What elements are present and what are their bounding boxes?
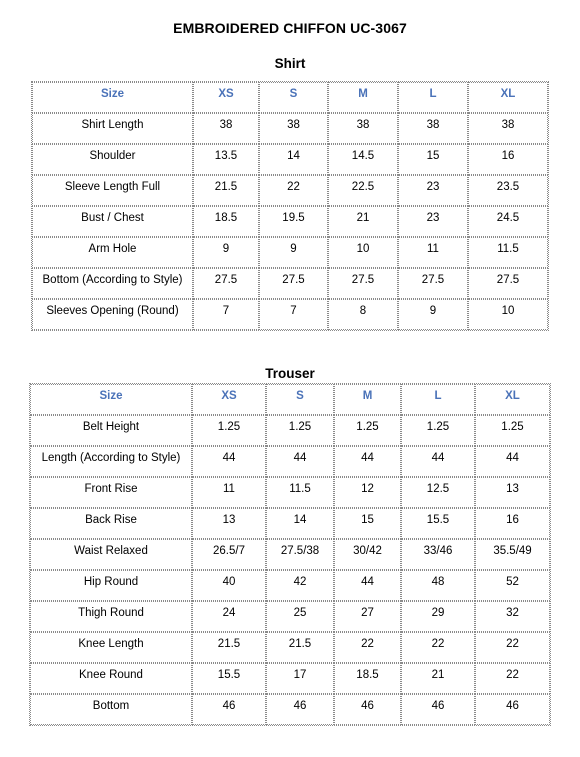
- measurement-label: Thigh Round: [30, 601, 192, 632]
- measurement-value: 21: [328, 206, 398, 237]
- measurement-label: Hip Round: [30, 570, 192, 601]
- trouser-heading: Trouser: [265, 366, 315, 381]
- measurement-value: 12: [334, 477, 401, 508]
- measurement-label: Sleeves Opening (Round): [32, 299, 193, 330]
- measurement-value: 48: [401, 570, 475, 601]
- measurement-value: 42: [266, 570, 334, 601]
- measurement-value: 24: [192, 601, 266, 632]
- measurement-value: 24.5: [468, 206, 548, 237]
- measurement-value: 22.5: [328, 175, 398, 206]
- size-header-cell: M: [328, 82, 398, 113]
- measurement-value: 13.5: [193, 144, 259, 175]
- measurement-value: 46: [475, 694, 550, 725]
- measurement-value: 16: [475, 508, 550, 539]
- measurement-value: 9: [193, 237, 259, 268]
- measurement-value: 33/46: [401, 539, 475, 570]
- measurement-value: 21: [401, 663, 475, 694]
- measurement-value: 11.5: [266, 477, 334, 508]
- measurement-value: 44: [266, 446, 334, 477]
- measurement-value: 46: [334, 694, 401, 725]
- measurement-value: 22: [475, 632, 550, 663]
- measurement-value: 32: [475, 601, 550, 632]
- size-header-cell: XS: [193, 82, 259, 113]
- measurement-value: 29: [401, 601, 475, 632]
- measurement-value: 22: [259, 175, 328, 206]
- measurement-value: 23: [398, 175, 468, 206]
- size-column-header: Size: [32, 82, 193, 113]
- measurement-value: 10: [328, 237, 398, 268]
- measurement-value: 27.5: [468, 268, 548, 299]
- table-row: [30, 694, 550, 725]
- measurement-value: 15.5: [192, 663, 266, 694]
- measurement-value: 38: [193, 113, 259, 144]
- measurement-value: 44: [401, 446, 475, 477]
- table-row: [32, 144, 548, 175]
- measurement-value: 7: [259, 299, 328, 330]
- table-row: [30, 477, 550, 508]
- table-row: [32, 175, 548, 206]
- measurement-value: 22: [401, 632, 475, 663]
- measurement-value: 1.25: [334, 415, 401, 446]
- table-row: [30, 415, 550, 446]
- measurement-value: 30/42: [334, 539, 401, 570]
- measurement-value: 52: [475, 570, 550, 601]
- measurement-value: 8: [328, 299, 398, 330]
- shirt-size-table: [31, 81, 549, 331]
- measurement-label: Belt Height: [30, 415, 192, 446]
- measurement-label: Bust / Chest: [32, 206, 193, 237]
- size-header-cell: XL: [475, 384, 550, 415]
- measurement-value: 15.5: [401, 508, 475, 539]
- table-row: [30, 539, 550, 570]
- measurement-value: 7: [193, 299, 259, 330]
- measurement-value: 38: [328, 113, 398, 144]
- measurement-value: 1.25: [266, 415, 334, 446]
- measurement-value: 14: [266, 508, 334, 539]
- table-row: [32, 268, 548, 299]
- measurement-label: Sleeve Length Full: [32, 175, 193, 206]
- measurement-value: 15: [334, 508, 401, 539]
- shirt-heading: Shirt: [274, 56, 306, 71]
- measurement-value: 38: [259, 113, 328, 144]
- measurement-value: 44: [192, 446, 266, 477]
- table-row: [30, 601, 550, 632]
- measurement-value: 38: [398, 113, 468, 144]
- trouser-size-table: [29, 383, 551, 726]
- size-header-cell: L: [401, 384, 475, 415]
- measurement-value: 12.5: [401, 477, 475, 508]
- measurement-value: 13: [475, 477, 550, 508]
- table-row: [30, 446, 550, 477]
- measurement-value: 27.5: [193, 268, 259, 299]
- size-header-cell: XS: [192, 384, 266, 415]
- measurement-value: 21.5: [266, 632, 334, 663]
- measurement-value: 9: [259, 237, 328, 268]
- size-header-cell: M: [334, 384, 401, 415]
- measurement-value: 44: [334, 446, 401, 477]
- measurement-value: 27: [334, 601, 401, 632]
- measurement-value: 22: [334, 632, 401, 663]
- measurement-value: 26.5/7: [192, 539, 266, 570]
- measurement-value: 10: [468, 299, 548, 330]
- measurement-value: 18.5: [334, 663, 401, 694]
- measurement-value: 46: [401, 694, 475, 725]
- measurement-value: 46: [266, 694, 334, 725]
- measurement-value: 27.5/38: [266, 539, 334, 570]
- measurement-label: Bottom (According to Style): [32, 268, 193, 299]
- measurement-label: Shoulder: [32, 144, 193, 175]
- table-row: [32, 206, 548, 237]
- measurement-value: 16: [468, 144, 548, 175]
- measurement-value: 46: [192, 694, 266, 725]
- measurement-label: Length (According to Style): [30, 446, 192, 477]
- measurement-value: 35.5/49: [475, 539, 550, 570]
- measurement-label: Knee Length: [30, 632, 192, 663]
- measurement-value: 11: [192, 477, 266, 508]
- measurement-value: 11.5: [468, 237, 548, 268]
- measurement-value: 9: [398, 299, 468, 330]
- measurement-value: 27.5: [398, 268, 468, 299]
- measurement-value: 44: [334, 570, 401, 601]
- measurement-value: 11: [398, 237, 468, 268]
- measurement-label: Waist Relaxed: [30, 539, 192, 570]
- size-header-cell: S: [259, 82, 328, 113]
- measurement-value: 25: [266, 601, 334, 632]
- table-row: [30, 570, 550, 601]
- size-header-cell: S: [266, 384, 334, 415]
- table-row: [30, 508, 550, 539]
- measurement-label: Shirt Length: [32, 113, 193, 144]
- measurement-label: Bottom: [30, 694, 192, 725]
- measurement-value: 19.5: [259, 206, 328, 237]
- measurement-value: 38: [468, 113, 548, 144]
- size-column-header: Size: [30, 384, 192, 415]
- measurement-label: Knee Round: [30, 663, 192, 694]
- measurement-value: 44: [475, 446, 550, 477]
- measurement-value: 23.5: [468, 175, 548, 206]
- table-row: [32, 237, 548, 268]
- measurement-label: Arm Hole: [32, 237, 193, 268]
- measurement-value: 14: [259, 144, 328, 175]
- measurement-label: Back Rise: [30, 508, 192, 539]
- measurement-value: 1.25: [401, 415, 475, 446]
- document-title: EMBROIDERED CHIFFON UC-3067: [173, 20, 407, 36]
- measurement-value: 40: [192, 570, 266, 601]
- measurement-value: 21.5: [193, 175, 259, 206]
- table-row: [30, 663, 550, 694]
- measurement-value: 22: [475, 663, 550, 694]
- measurement-value: 27.5: [328, 268, 398, 299]
- table-row: [30, 632, 550, 663]
- size-header-cell: L: [398, 82, 468, 113]
- measurement-value: 15: [398, 144, 468, 175]
- size-header-cell: XL: [468, 82, 548, 113]
- measurement-value: 1.25: [475, 415, 550, 446]
- measurement-value: 17: [266, 663, 334, 694]
- measurement-value: 14.5: [328, 144, 398, 175]
- measurement-value: 1.25: [192, 415, 266, 446]
- trouser-header-row: [30, 384, 550, 415]
- shirt-header-row: [32, 82, 548, 113]
- table-row: [32, 113, 548, 144]
- measurement-value: 27.5: [259, 268, 328, 299]
- measurement-value: 18.5: [193, 206, 259, 237]
- measurement-value: 13: [192, 508, 266, 539]
- measurement-label: Front Rise: [30, 477, 192, 508]
- measurement-value: 21.5: [192, 632, 266, 663]
- measurement-value: 23: [398, 206, 468, 237]
- table-row: [32, 299, 548, 330]
